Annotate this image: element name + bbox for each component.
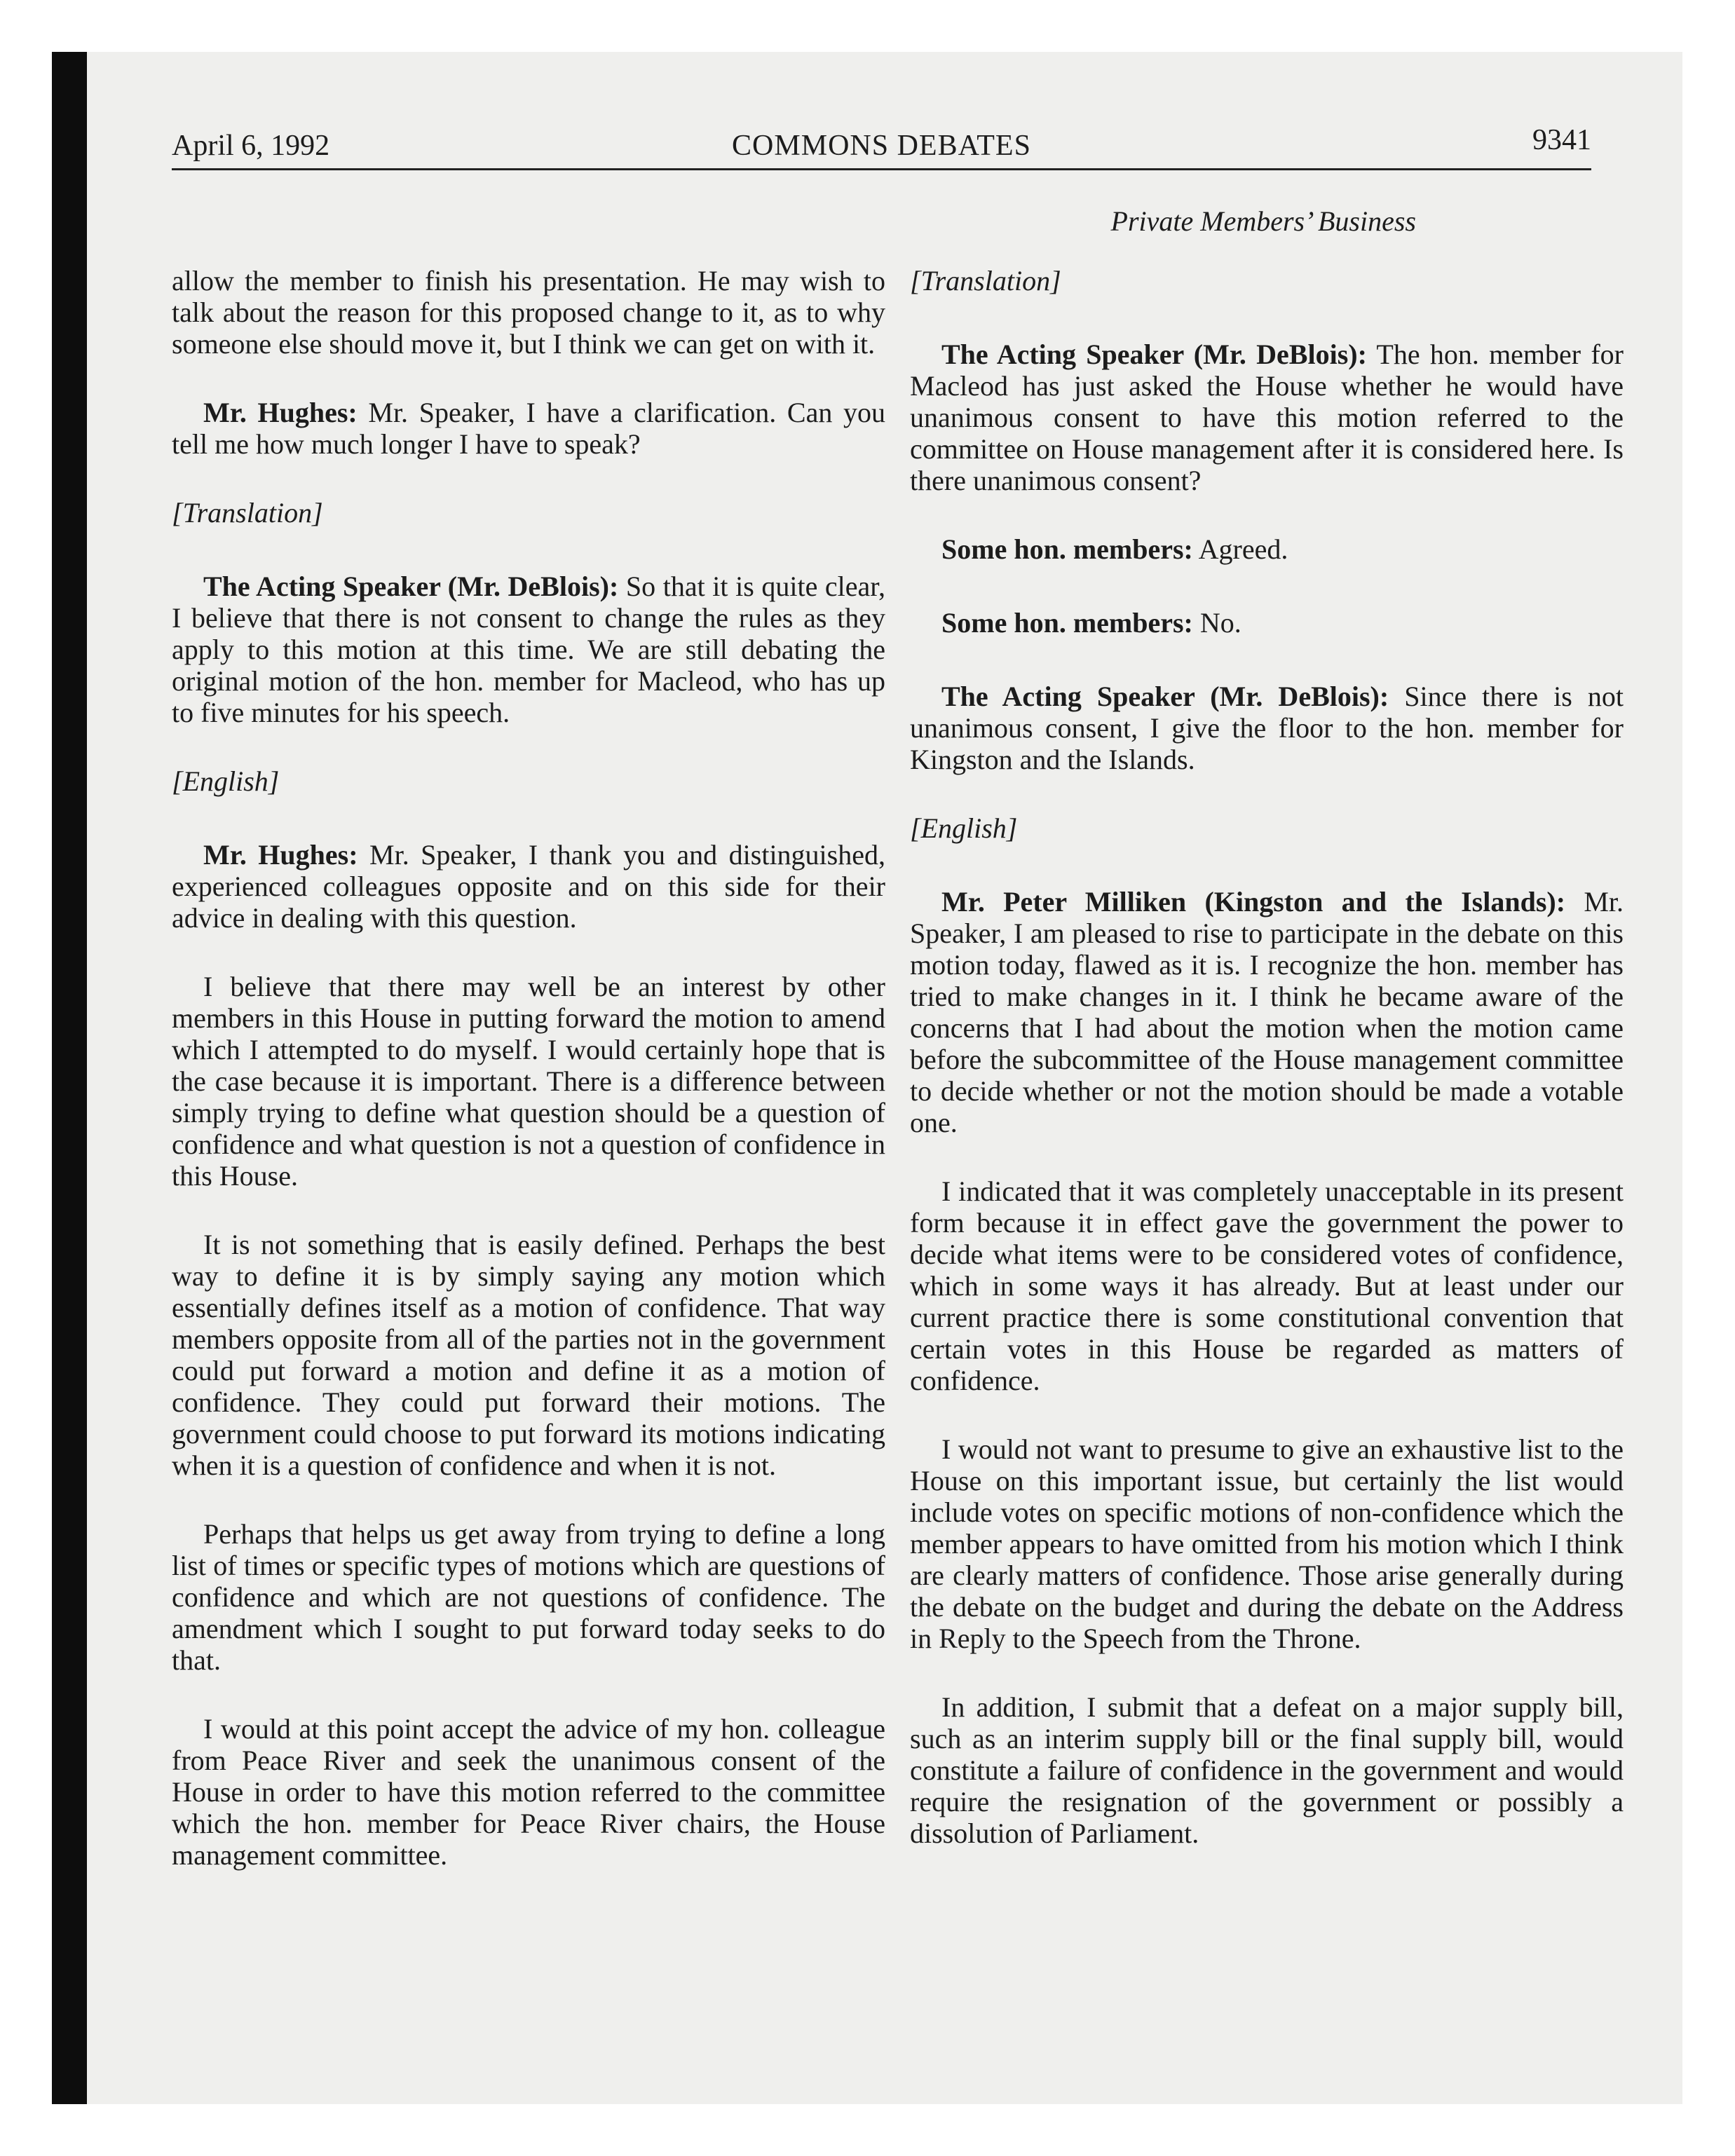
speaker-name: The Acting Speaker (Mr. DeBlois): (941, 681, 1389, 712)
speaker-name: The Acting Speaker (Mr. DeBlois): (941, 339, 1367, 370)
speech-paragraph (910, 886, 1624, 1138)
speech-text: No. (1192, 607, 1241, 639)
speech-paragraph (172, 571, 885, 728)
language-tag: [English] (172, 765, 280, 797)
speaker-name: Mr. Hughes: (203, 397, 358, 428)
speech-text: Mr. Speaker, I have a clarification. Can you tell me how much longer I have to speak? (172, 397, 885, 460)
paragraph: I believe that there may well be an interest by other members in this House in putting forward the motion to amend which I attempted to do myself. I would certainly hope that is the case because it is important. There is a difference between simply trying to define what question should be a question of confidence and what question is not a question of confidence in this House. (172, 971, 885, 1192)
speech-text: The hon. member for Macleod has just asked the House whether he would have unanimous consent to have this motion referred to the committee on House management after it is considered here. Is there unanimous consent? (910, 339, 1624, 496)
paragraph: I would at this point accept the advice of my hon. colleague from Peace River and seek the unanimous consent of the House in order to have this motion referred to the committee which the hon. member for Peace River chairs, the House management committee. (172, 1713, 885, 1871)
language-tag: [English] (910, 812, 1018, 844)
paragraph: I would not want to presume to give an exhaustive list to the House on this important issue, but certainly the list would include votes on specific motions of non-confidence which the member appears to have omitted from his motion which I think are clearly matters of confidence. Those arise generally during the debate on the budget and during the debate on the Address in Reply to the Speech from the Throne. (910, 1433, 1624, 1654)
binding-shadow (52, 52, 87, 2104)
header-title: COMMONS DEBATES (732, 130, 1031, 162)
language-tag: [Translation] (172, 497, 323, 528)
speech-text: Mr. Speaker, I am pleased to rise to participate in the debate on this motion today, flawed as it is. I recognize the hon. member has tried to make changes in it. I think he became aware of the concerns that I had about the motion when the motion came before the subcommittee of the House management committee to decide whether or not the motion should be made a votable one. (910, 886, 1624, 1138)
speech-paragraph (910, 533, 1624, 565)
page-header (172, 125, 1591, 167)
paragraph: I indicated that it was completely unacceptable in its present form because it in effect gave the government the power to decide what items were to be considered votes of confidence, which in some ways it has already. But at least under our current practice there is some constitutional convention that certain votes in this House be regarded as matters of confidence. (910, 1175, 1624, 1396)
speaker-name: The Acting Speaker (Mr. DeBlois): (203, 571, 619, 602)
speaker-name: Mr. Peter Milliken (Kingston and the Islands): (941, 886, 1566, 917)
speaker-name: Some hon. members: (941, 533, 1193, 565)
speech-paragraph (172, 397, 885, 460)
paragraph: It is not something that is easily defined. Perhaps the best way to define it is by simply saying any motion which essentially defines itself as a motion of confidence. That way members opposite from all of the parties not in the government could put forward a motion and define it as a motion of confidence. They could put forward their motions. The government could choose to put forward its motions indicating when it is a question of confidence and when it is not. (172, 1229, 885, 1481)
speech-paragraph (172, 839, 885, 934)
page-number: 9341 (1532, 124, 1591, 156)
paragraph: allow the member to finish his presentation. He may wish to talk about the reason for this proposed change to it, as to why someone else should move it, but I think we can get on with it. (172, 265, 885, 360)
speech-text: Mr. Speaker, I thank you and distinguished, experienced colleagues opposite and on this side for their advice in dealing with this question. (172, 839, 885, 934)
speaker-name: Mr. Hughes: (203, 839, 358, 871)
speech-paragraph (910, 681, 1624, 775)
speech-text: So that it is quite clear, I believe that there is not consent to change the rules as they apply to this motion at this time. We are still debating the original motion of the hon. member for Macleod, who has up to five minutes for his speech. (172, 571, 885, 728)
section-heading: Private Members’ Business (1110, 205, 1416, 237)
header-rule (172, 168, 1591, 170)
paragraph: In addition, I submit that a defeat on a major supply bill, such as an interim supply bill or the final supply bill, would constitute a failure of confidence in the government and would require the resignation of the government or possibly a dissolution of Parliament. (910, 1691, 1624, 1849)
right-column (910, 265, 1624, 1886)
left-column (172, 265, 885, 1908)
speech-paragraph (910, 339, 1624, 496)
speech-text: Since there is not unanimous consent, I give the floor to the hon. member for Kingston and the Islands. (910, 681, 1624, 775)
speech-paragraph (910, 607, 1624, 639)
paragraph: Perhaps that helps us get away from trying to define a long list of times or specific types of motions which are questions of confidence and which are not questions of confidence. The amendment which I sought to put forward today seeks to do that. (172, 1518, 885, 1676)
header-date: April 6, 1992 (172, 130, 330, 162)
language-tag: [Translation] (910, 265, 1061, 296)
speaker-name: Some hon. members: (941, 607, 1193, 639)
speech-text: Agreed. (1192, 533, 1288, 565)
